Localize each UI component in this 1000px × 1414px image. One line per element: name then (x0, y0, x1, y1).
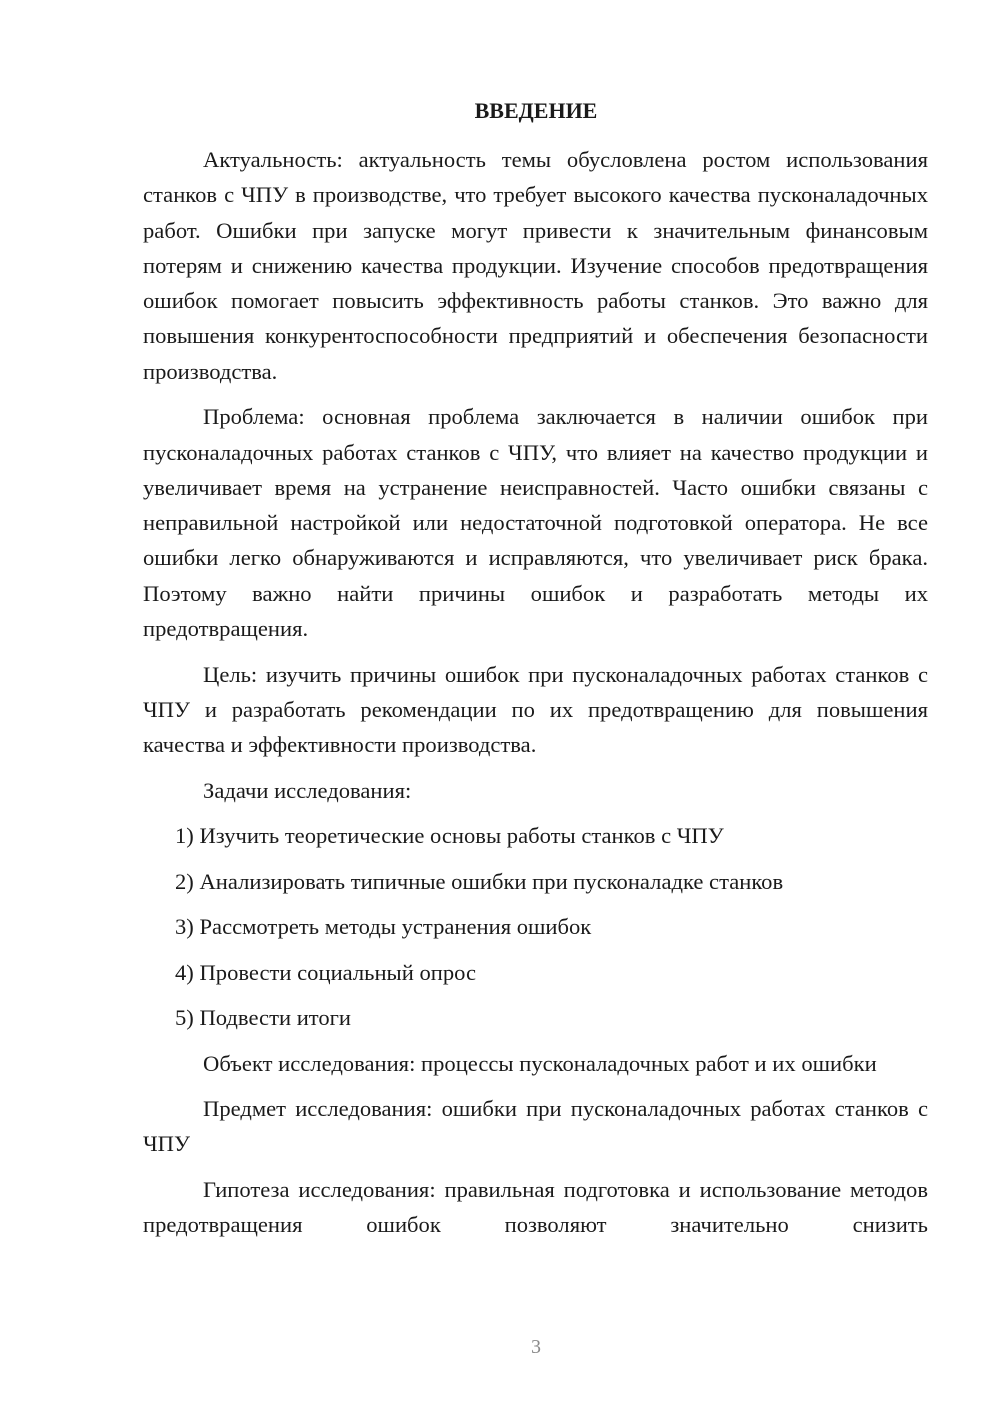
paragraph-problem: Проблема: основная проблема заключается в наличии ошибок при пусконаладочных работах станков с ЧПУ, что влияет на качество продукции и увеличивает время на устранение неисправностей. Часто ошибки связаны с неправильной настройкой или недостаточной подготовкой оператора. Не все ошибки легко обнаруживаются и исправляются, что увеличивает риск брака. Поэтому важно найти причины ошибок и разработать методы их предотвращения. (143, 404, 928, 642)
paragraph-relevance: Актуальность: актуальность темы обусловлена ростом использования станков с ЧПУ в производстве, что требует высокого качества пусконаладочных работ. Ошибки при запуске могут привести к значительным финансовым потерям и снижению качества продукции. Изучение способов предотвращения ошибок помогает повысить эффективность работы станков. Это важно для повышения конкурентоспособности предприятий и обеспечения безопасности производства. (143, 147, 928, 384)
document-body (143, 142, 928, 1242)
task-item-2: 2) Анализировать типичные ошибки при пусконаладке станков (175, 868, 784, 894)
paragraph-goal: Цель: изучить причины ошибок при пусконаладочных работах станков с ЧПУ и разработать рекомендации по их предотвращению для повышения качества и эффективности производства. (143, 661, 928, 758)
paragraph-hypothesis: Гипотеза исследования: правильная подготовка и использование методов предотвращения ошибок позволяют значительно снизить (143, 1176, 928, 1238)
page-number: 3 (531, 1336, 541, 1358)
paragraph-subject: Предмет исследования: ошибки при пусконаладочных работах станков с ЧПУ (143, 1096, 928, 1157)
task-item-4: 4) Провести социальный опрос (175, 959, 477, 985)
task-item-3: 3) Рассмотреть методы устранения ошибок (175, 914, 592, 940)
paragraph-object: Объект исследования: процессы пусконаладочных работ и их ошибки (203, 1050, 877, 1076)
task-item-1: 1) Изучить теоретические основы работы станков с ЧПУ (175, 823, 724, 849)
tasks-heading: Задачи исследования: (203, 777, 412, 803)
task-item-5: 5) Подвести итоги (175, 1005, 352, 1031)
page-title: ВВЕДЕНИЕ (474, 98, 598, 123)
